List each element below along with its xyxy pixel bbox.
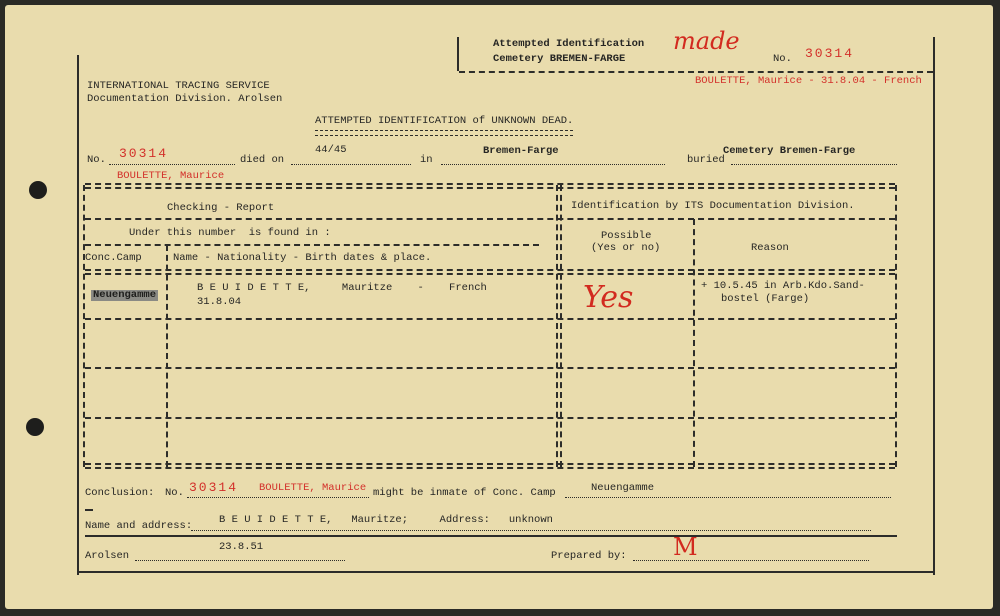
column-header-line-2 — [85, 273, 895, 275]
under-number-line — [85, 244, 539, 246]
name-address-rule — [85, 535, 897, 537]
row-line-2 — [85, 367, 895, 369]
reason-header: Reason — [751, 242, 789, 254]
table-mid-2 — [560, 185, 562, 467]
punch-hole-bottom — [26, 418, 44, 436]
stamp-line-2: Cemetery BREMEN-FARGE — [493, 53, 626, 65]
stamp-box-bottom — [459, 71, 933, 73]
conclusion-no-label: No. — [165, 487, 184, 499]
buried-label: buried — [687, 154, 725, 166]
table-right — [895, 185, 897, 467]
arolsen-label: Arolsen — [85, 550, 130, 562]
signed-date: 23.8.51 — [219, 541, 264, 553]
header-row-line — [85, 218, 895, 220]
table-top-2 — [85, 187, 895, 189]
under-number-header: Under this number is found in : — [129, 227, 331, 239]
died-label: died on — [240, 154, 285, 166]
name-address-label: Name and address: — [85, 520, 193, 532]
bottom-border — [77, 571, 935, 573]
table-bottom-2 — [85, 467, 895, 469]
left-border — [77, 55, 79, 575]
name-address-value: B E U I D E T T E, Mauritze; Address: unknown — [219, 514, 553, 526]
possible-header: Possible — [601, 230, 652, 242]
handwritten-yes: Yes — [583, 280, 634, 315]
column-header-line — [85, 269, 895, 271]
death-name-red: BOULETTE, Maurice — [117, 170, 225, 182]
row-camp-stamp: Neuengamme — [93, 289, 157, 301]
top-no-value: 30314 — [805, 46, 855, 61]
table-top — [85, 183, 895, 185]
row-reason-line-2: bostel (Farge) — [721, 293, 810, 305]
name-nationality-header: Name - Nationality - Birth dates & place. — [173, 252, 432, 264]
table-left — [83, 185, 85, 467]
stamp-box-left — [457, 37, 459, 71]
form-title: ATTEMPTED IDENTIFICATION of UNKNOWN DEAD. — [315, 115, 574, 127]
row-name-line-2: 31.8.04 — [197, 296, 242, 308]
in-value: Bremen-Farge — [483, 145, 559, 157]
right-border — [933, 37, 935, 575]
identification-card — [5, 5, 993, 609]
death-no-label: No. — [87, 154, 106, 166]
conc-camp-header: Conc.Camp — [85, 252, 142, 264]
arolsen-dots — [135, 560, 345, 561]
might-be-label: might be inmate of Conc. Camp — [373, 487, 556, 499]
buried-dots — [731, 164, 897, 165]
row-name-line-1: B E U I D E T T E, Mauritze - French — [197, 282, 487, 294]
possible-reason-divider — [693, 219, 695, 467]
table-mid — [556, 185, 558, 467]
died-dots — [291, 164, 411, 165]
title-underline — [315, 130, 573, 136]
buried-value: Cemetery Bremen-Farge — [723, 145, 856, 157]
row-reason-line-1: + 10.5.45 in Arb.Kdo.Sand- — [701, 280, 865, 292]
conclusion-name: BOULETTE, Maurice — [259, 482, 367, 494]
top-no-label: No. — [773, 53, 792, 65]
row-line-3 — [85, 417, 895, 419]
prepared-by-label: Prepared by: — [551, 550, 627, 562]
punch-hole-top — [29, 181, 47, 199]
in-dots — [441, 164, 665, 165]
org-division: Documentation Division. Arolsen — [87, 93, 283, 105]
conclusion-camp-dots — [565, 497, 891, 498]
yes-no-header: (Yes or no) — [591, 242, 661, 254]
table-bottom — [85, 463, 895, 465]
death-no-dots — [109, 164, 235, 165]
in-label: in — [420, 154, 433, 166]
prepared-by-dots — [633, 560, 869, 561]
org-name: INTERNATIONAL TRACING SERVICE — [87, 80, 270, 92]
stamp-line-1: Attempted Identification — [493, 38, 645, 50]
identification-header: Identification by ITS Documentation Division. — [571, 200, 855, 212]
person-summary: BOULETTE, Maurice - 31.8.04 - French — [695, 75, 922, 87]
handwritten-made: made — [673, 27, 740, 55]
conclusion-no-dots — [187, 497, 369, 498]
conclusion-camp: Neuengamme — [591, 482, 655, 494]
camp-name-divider — [166, 245, 168, 467]
row-line-1 — [85, 318, 895, 320]
name-address-dots — [191, 530, 871, 531]
death-no-value: 30314 — [119, 146, 169, 161]
conclusion-no: 30314 — [189, 480, 239, 495]
checking-report-header: Checking - Report — [167, 202, 275, 214]
conclusion-label: Conclusion: — [85, 487, 155, 499]
name-address-rule-top — [85, 509, 93, 511]
died-value: 44/45 — [315, 144, 347, 156]
handwritten-initial: M — [673, 533, 698, 561]
